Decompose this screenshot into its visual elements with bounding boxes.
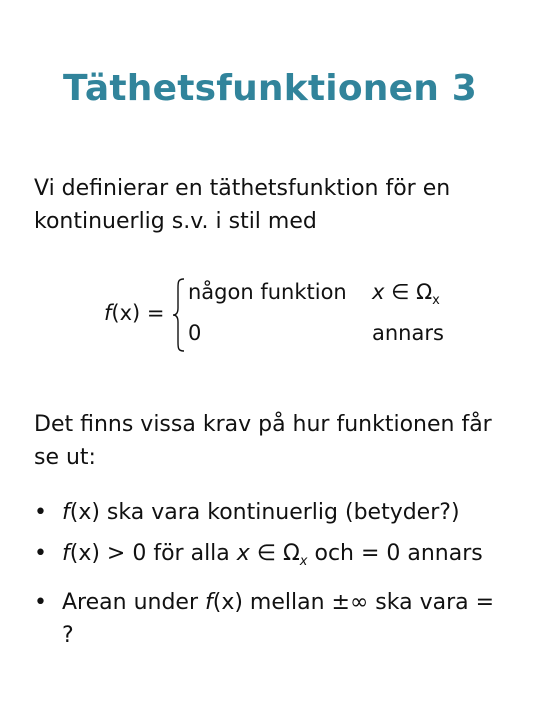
bullet-sub: x xyxy=(299,554,308,569)
slide-title: Täthetsfunktionen 3 xyxy=(62,68,478,109)
list-item xyxy=(34,586,504,652)
bullet-func: f xyxy=(62,541,70,566)
case-1-cond-rel: ∈ Ω xyxy=(384,280,433,304)
case-1-cond-sub: x xyxy=(432,293,440,308)
intro-paragraph: Vi definierar en täthetsfunktion för en kontinuerlig s.v. i stil med xyxy=(34,176,451,234)
bullet-text-b: mellan ±∞ ska vara = ? xyxy=(62,590,495,648)
bullet-text-a: > 0 för alla xyxy=(99,541,237,566)
case-2-expression: 0 xyxy=(188,321,202,345)
bullet-func: f xyxy=(205,590,213,615)
requirements-paragraph: Det finns vissa krav på hur funktionen får se ut: xyxy=(34,412,492,470)
bullet-arg: (x) xyxy=(212,590,243,615)
bullet-var: x xyxy=(236,541,250,566)
list-item xyxy=(34,537,504,578)
bullet-icon: • xyxy=(34,590,47,615)
bullet-arg: (x) xyxy=(69,500,100,525)
bullet-text-a: Arean under xyxy=(62,590,205,615)
case-1-condition xyxy=(372,280,440,308)
bullet-text-c: och = 0 annars xyxy=(307,541,483,566)
bullet-icon: • xyxy=(34,500,47,525)
density-formula xyxy=(104,276,464,356)
case-1-cond-var: x xyxy=(372,280,385,304)
formula-lhs-rest: (x) = xyxy=(111,301,165,325)
bullet-arg: (x) xyxy=(69,541,100,566)
left-brace-icon xyxy=(172,278,186,352)
bullet-func: f xyxy=(62,500,70,525)
bullet-text-b: ∈ Ω xyxy=(249,541,300,566)
list-item xyxy=(34,496,504,529)
bullet-icon: • xyxy=(34,541,47,566)
requirements-list xyxy=(34,496,504,660)
case-2-condition: annars xyxy=(372,321,444,345)
case-1-expression: någon funktion xyxy=(188,280,347,304)
formula-lhs xyxy=(104,301,165,325)
bullet-text: ska vara kontinuerlig (betyder?) xyxy=(99,500,460,525)
formula-lhs-func: f xyxy=(104,301,112,325)
